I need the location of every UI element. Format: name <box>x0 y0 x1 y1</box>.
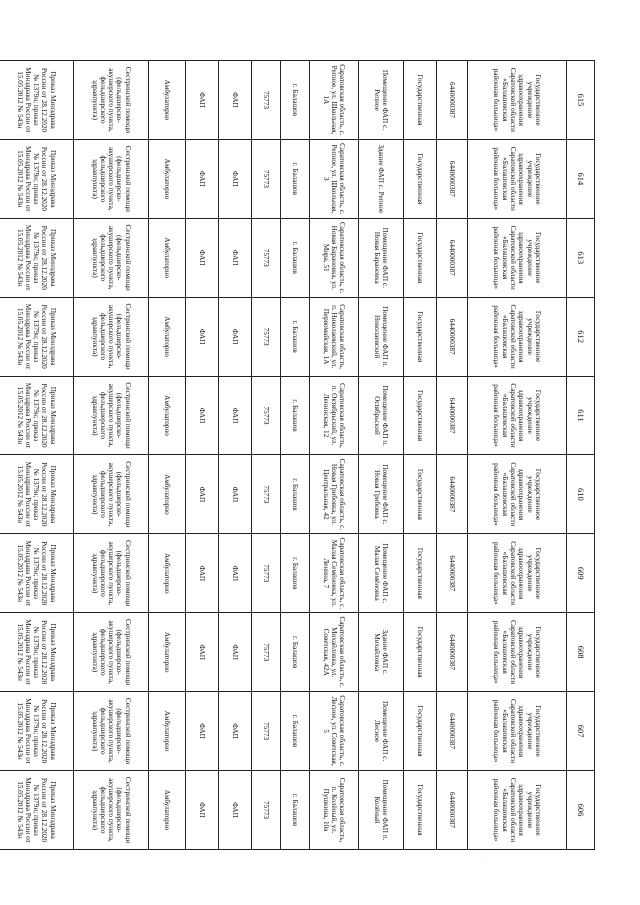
table-cell: г. Балашов <box>281 297 310 376</box>
table-cell: Сестринской помощи (фельдшерско-акушерского пункта, фельдшерского здравпункта) <box>74 297 149 376</box>
table-cell: 607 <box>567 692 595 771</box>
table-cell: Государственная <box>404 692 437 771</box>
table-cell: г. Балашов <box>281 534 310 613</box>
table-cell: Помещение ФАП п. Николаевский <box>359 297 404 376</box>
table-cell: ФАП <box>219 771 252 850</box>
table-cell: Саратовская область, п. Николаевский, ул. Первомайская, 1А <box>310 297 359 376</box>
table-cell: 6440000387 <box>437 297 468 376</box>
table-cell: ФАП <box>186 218 219 297</box>
table-cell: г. Балашов <box>281 613 310 692</box>
table-cell: 613 <box>567 218 595 297</box>
table-cell: Сестринской помощи (фельдшерско-акушерского пункта, фельдшерского здравпункта) <box>74 139 149 218</box>
table-cell: Саратовская область, с. Новая Барановка, ул. Мира, 51 <box>310 218 359 297</box>
table-cell: Государственная <box>404 61 437 140</box>
table-cell: Саратовская область, п. Колёный, ул. Пушкина, 10а <box>310 771 359 850</box>
row-ownership <box>404 61 437 850</box>
row-care-conditions <box>149 61 186 850</box>
table-cell: Приказ Минздрава России от 28.12.2020 № 1379н; приказ Минздрава России от 15.05.2012 № 543н <box>0 455 74 534</box>
table-cell: Саратовская область, с. Новая Грибовка, ул. Центральная, 42 <box>310 455 359 534</box>
table-cell: 615 <box>567 61 595 140</box>
table-cell: Государственное учреждение здравоохранения Саратовской области «Балашовская районная больница» <box>468 692 567 771</box>
facility-table <box>0 60 595 850</box>
table-cell: Государственное учреждение здравоохранения Саратовской области «Балашовская районная больница» <box>468 455 567 534</box>
table-cell: ФАП <box>219 692 252 771</box>
table-cell: ФАП <box>219 218 252 297</box>
table-cell: Государственная <box>404 297 437 376</box>
table-cell: 75773 <box>252 613 281 692</box>
table-cell: Амбулаторно <box>149 376 186 455</box>
table-cell: ФАП <box>186 297 219 376</box>
table-cell: Помещение ФАП с. Новая Грибовка <box>359 455 404 534</box>
table-cell: ФАП <box>219 139 252 218</box>
row-oktmo <box>252 61 281 850</box>
table-cell: Государственное учреждение здравоохранения Саратовской области «Балашовская районная больница» <box>468 771 567 850</box>
table-cell: 6440000387 <box>437 376 468 455</box>
table-cell: 6440000387 <box>437 455 468 534</box>
table-cell: 75773 <box>252 139 281 218</box>
row-inn <box>437 61 468 850</box>
row-institution <box>468 61 567 850</box>
table-cell: г. Балашов <box>281 218 310 297</box>
table-cell: 75773 <box>252 455 281 534</box>
table-cell: 6440000387 <box>437 139 468 218</box>
table-cell: Государственная <box>404 139 437 218</box>
table-cell: Государственная <box>404 534 437 613</box>
table-cell: ФАП <box>186 139 219 218</box>
row-address <box>310 61 359 850</box>
table-cell: Приказ Минздрава России от 28.12.2020 № 1379н; приказ Минздрава России от 15.05.2012 № 543н <box>0 376 74 455</box>
table-cell: Помещение ФАП с. Лесное <box>359 692 404 771</box>
table-cell: Помещение ФАП п. Колёный <box>359 771 404 850</box>
table-cell: Государственное учреждение здравоохранения Саратовской области «Балашовская районная больница» <box>468 218 567 297</box>
table-cell: г. Балашов <box>281 61 310 140</box>
row-subtype <box>186 61 219 850</box>
table-cell: ФАП <box>219 455 252 534</box>
table-cell: 75773 <box>252 376 281 455</box>
row-number <box>567 61 595 850</box>
table-cell: 75773 <box>252 692 281 771</box>
table-cell: 611 <box>567 376 595 455</box>
table-cell: 6440000387 <box>437 692 468 771</box>
table-cell: Помещение ФАП п. Octябрьский <box>359 376 404 455</box>
table-cell: 6440000387 <box>437 771 468 850</box>
table-cell: Саратовская область, с. Репное, ул. Школьная, 1А <box>310 61 359 140</box>
table-cell: Амбулаторно <box>149 218 186 297</box>
table-cell: г. Балашов <box>281 376 310 455</box>
table-cell: 75773 <box>252 218 281 297</box>
table-cell: ФАП <box>186 376 219 455</box>
table-cell: Приказ Минздрава России от 28.12.2020 № 1379н; приказ Минздрава России от 15.05.2012 № 543н <box>0 692 74 771</box>
table-cell: Приказ Минздрава России от 28.12.2020 № 1379н; приказ Минздрава России от 15.05.2012 № 543н <box>0 218 74 297</box>
table-cell: Амбулаторно <box>149 297 186 376</box>
table-cell: ФАП <box>186 455 219 534</box>
table-cell: Саратовская область, п. Октябрьский, ул. Ленинская, 12 <box>310 376 359 455</box>
table-cell: Амбулаторно <box>149 771 186 850</box>
table-cell: ФАП <box>186 613 219 692</box>
table-cell: ФАП <box>219 61 252 140</box>
facility-table-body <box>0 61 595 850</box>
table-cell: Сестринской помощи (фельдшерско-акушерского пункта, фельдшерского здравпункта) <box>74 376 149 455</box>
table-cell: Амбулаторно <box>149 534 186 613</box>
table-cell: Сестринской помощи (фельдшерско-акушерского пункта, фельдшерского здравпункта) <box>74 613 149 692</box>
table-cell: Приказ Минздрава России от 28.12.2020 № 1379н; приказ Минздрава России от 15.05.2012 № 543н <box>0 139 74 218</box>
table-cell: Государственная <box>404 771 437 850</box>
table-cell: ФАП <box>219 534 252 613</box>
table-cell: Сестринской помощи (фельдшерско-акушерского пункта, фельдшерского здравпункта) <box>74 771 149 850</box>
table-cell: ФАП <box>186 771 219 850</box>
table-cell: Сестринской помощи (фельдшерско-акушерского пункта, фельдшерского здравпункта) <box>74 218 149 297</box>
table-cell: Здание ФАП с. Михайловка <box>359 613 404 692</box>
table-cell: Приказ Минздрава России от 28.12.2020 № 1379н; приказ Минздрава России от 15.05.2012 № 543н <box>0 534 74 613</box>
table-cell: г. Балашов <box>281 455 310 534</box>
table-cell: ФАП <box>186 61 219 140</box>
table-cell: Амбулаторно <box>149 613 186 692</box>
table-cell: Саратовская область, с. Лесное, ул. Советская, 5 <box>310 692 359 771</box>
table-cell: Сестринской помощи (фельдшерско-акушерского пункта, фельдшерского здравпункта) <box>74 692 149 771</box>
table-cell: 612 <box>567 297 595 376</box>
table-cell: г. Балашов <box>281 139 310 218</box>
table-cell: ФАП <box>219 297 252 376</box>
scan-speck: · <box>486 858 488 864</box>
table-cell: Государственная <box>404 455 437 534</box>
table-cell: 609 <box>567 534 595 613</box>
table-cell: Саратовская область, с. Малая Семёновка, ул. Ленина, 7 <box>310 534 359 613</box>
table-cell: Амбулаторно <box>149 139 186 218</box>
table-cell: Государственное учреждение здравоохранения Саратовской области «Балашовская районная больница» <box>468 297 567 376</box>
table-cell: 608 <box>567 613 595 692</box>
table-cell: 610 <box>567 455 595 534</box>
table-cell: Государственная <box>404 218 437 297</box>
table-cell: Помещение ФАП с. Репное <box>359 61 404 140</box>
table-cell: 75773 <box>252 771 281 850</box>
table-cell: ФАП <box>186 692 219 771</box>
table-cell: Сестринской помощи (фельдшерско-акушерского пункта, фельдшерского здравпункта) <box>74 61 149 140</box>
table-cell: Государственное учреждение здравоохранения Саратовской области «Балашовская районная больница» <box>468 613 567 692</box>
table-cell: Приказ Минздрава России от 28.12.2020 № 1379н; приказ Минздрава России от 15.05.2012 № 543н <box>0 771 74 850</box>
table-cell: 6440000387 <box>437 61 468 140</box>
table-cell: Амбулаторно <box>149 692 186 771</box>
row-profile <box>74 61 149 850</box>
table-cell: г. Балашов <box>281 692 310 771</box>
table-cell: 614 <box>567 139 595 218</box>
table-cell: Приказ Минздрава России от 28.12.2020 № 1379н; приказ Минздрава России от 15.05.2012 № 543н <box>0 61 74 140</box>
table-cell: Сестринской помощи (фельдшерско-акушерского пункта, фельдшерского здравпункта) <box>74 534 149 613</box>
table-cell: г. Балашов <box>281 771 310 850</box>
table-cell: Здание ФАП с. Репное <box>359 139 404 218</box>
table-cell: Приказ Минздрава России от 28.12.2020 № 1379н; приказ Минздрава России от 15.05.2012 № 543н <box>0 297 74 376</box>
table-cell: 75773 <box>252 297 281 376</box>
table-cell: Сестринской помощи (фельдшерско-акушерского пункта, фельдшерского здравпункта) <box>74 455 149 534</box>
table-cell: Государственное учреждение здравоохранения Саратовской области «Балашовская районная больница» <box>468 376 567 455</box>
table-cell: Государственная <box>404 613 437 692</box>
table-cell: ФАП <box>186 534 219 613</box>
row-object-name <box>359 61 404 850</box>
table-cell: 6440000387 <box>437 218 468 297</box>
table-cell: Государственная <box>404 376 437 455</box>
table-cell: Саратовская область, с. Михайловка, ул. Советская, 42А <box>310 613 359 692</box>
table-cell: Государственное учреждение здравоохранения Саратовской области «Балашовская районная больница» <box>468 61 567 140</box>
row-order <box>0 61 74 850</box>
table-cell: Помещение ФАП с. Новая Барановка <box>359 218 404 297</box>
row-city <box>281 61 310 850</box>
table-cell: Приказ Минздрава России от 28.12.2020 № 1379н; приказ Минздрава России от 15.05.2012 № 543н <box>0 613 74 692</box>
table-cell: 75773 <box>252 61 281 140</box>
table-cell: 606 <box>567 771 595 850</box>
table-cell: ФАП <box>219 613 252 692</box>
table-cell: 6440000387 <box>437 534 468 613</box>
table-cell: Помещение ФАП с. Малая Семёновка <box>359 534 404 613</box>
table-cell: 75773 <box>252 534 281 613</box>
table-cell: 6440000387 <box>437 613 468 692</box>
table-cell: ФАП <box>219 376 252 455</box>
row-type <box>219 61 252 850</box>
table-cell: Саратовская область, с. Репное, ул. Школьная, 3 <box>310 139 359 218</box>
table-cell: Государственное учреждение здравоохранения Саратовской области «Балашовская районная больница» <box>468 534 567 613</box>
table-cell: Амбулаторно <box>149 455 186 534</box>
table-cell: Государственное учреждение здравоохранения Саратовской области «Балашовская районная больница» <box>468 139 567 218</box>
table-cell: Амбулаторно <box>149 61 186 140</box>
